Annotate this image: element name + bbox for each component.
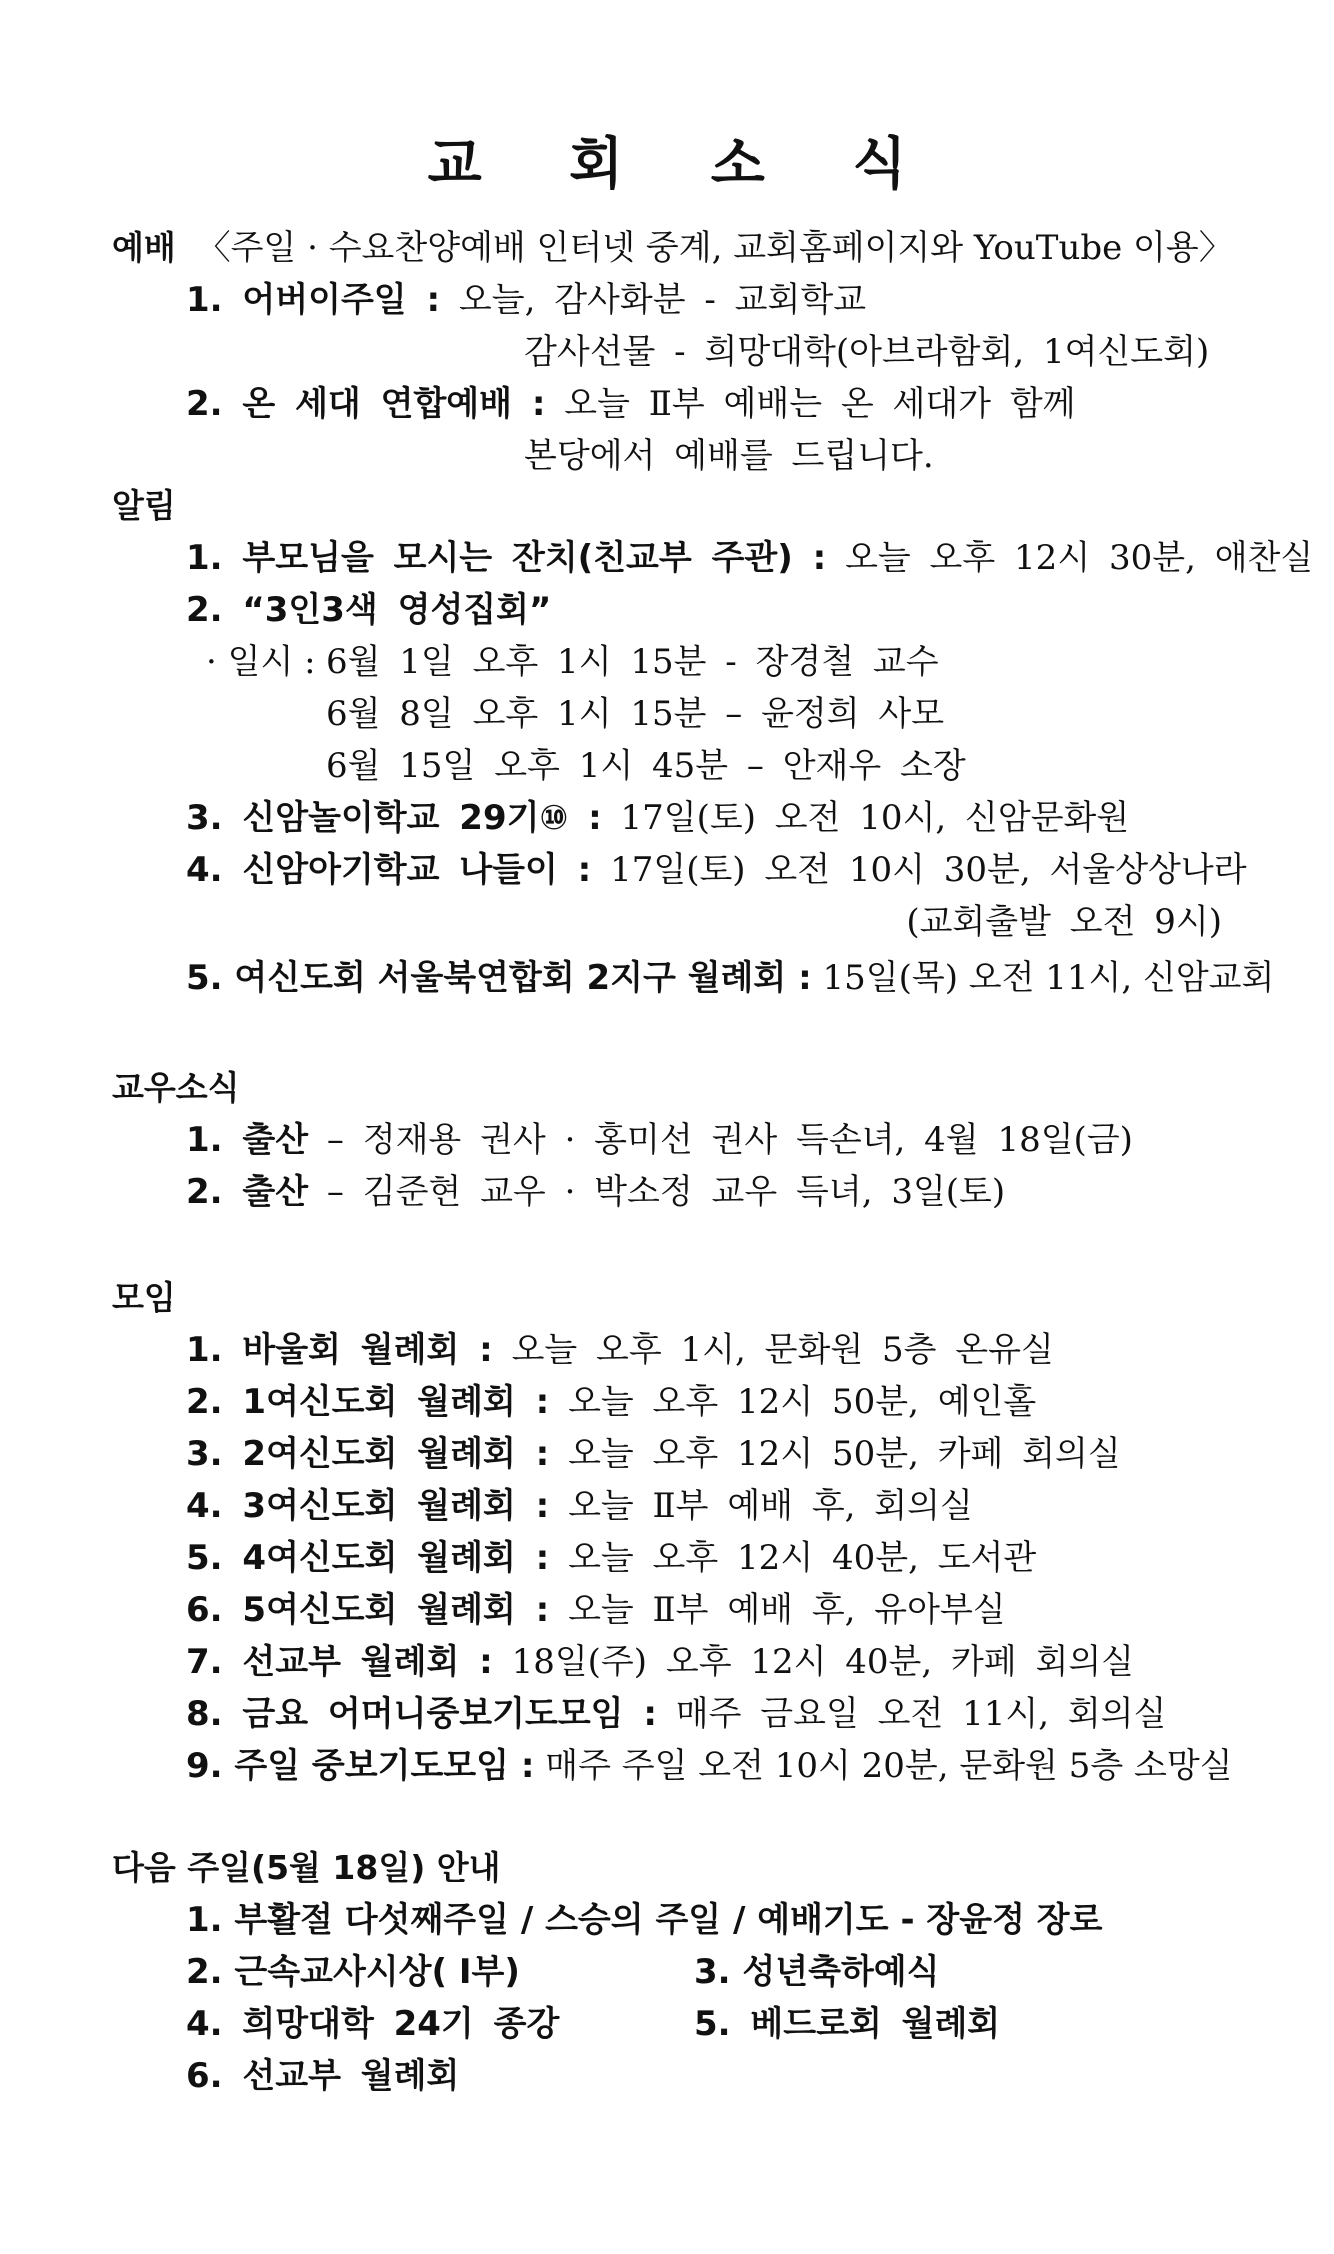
next-sunday-item-5: 5. 베드로회 월례회 bbox=[694, 2004, 1001, 2044]
meeting-item-4-text: 오늘 Ⅱ부 예배 후, 회의실 bbox=[568, 1486, 973, 1526]
meeting-item-8 bbox=[186, 1692, 1166, 1736]
meeting-item-7-label: 7. 선교부 월례회 : bbox=[186, 1642, 493, 1682]
notice-item-1 bbox=[186, 536, 1313, 580]
members-item-2-text: – 김준현 교우 · 박소정 교우 득녀, 3일(토) bbox=[326, 1172, 1006, 1212]
schedule-entry-1: 6월 1일 오후 1시 15분 - 장경철 교수 bbox=[326, 642, 939, 682]
notice-item-4-continued: (교회출발 오전 9시) bbox=[906, 902, 1222, 942]
meeting-item-2 bbox=[186, 1380, 1036, 1424]
worship-item-2-continued: 본당에서 예배를 드립니다. bbox=[524, 436, 934, 476]
notice-item-5-text: 15일(목) 오전 11시, 신암교회 bbox=[822, 958, 1275, 998]
notice-item-3-text: 17일(토) 오전 10시, 신암문화원 bbox=[620, 798, 1130, 838]
meeting-item-8-text: 매주 금요일 오전 11시, 회의실 bbox=[675, 1694, 1167, 1734]
schedule-entry-3: 6월 15일 오후 1시 45분 – 안재우 소장 bbox=[326, 746, 966, 786]
meeting-item-9 bbox=[186, 1744, 1233, 1788]
next-sunday-item-6: 6. 선교부 월례회 bbox=[186, 2056, 460, 2096]
members-item-1-label: 1. 출산 bbox=[186, 1120, 309, 1160]
worship-section-line bbox=[112, 226, 1233, 270]
worship-item-2-label: 2. 온 세대 연합예배 : bbox=[186, 384, 546, 424]
worship-item-1 bbox=[186, 278, 866, 322]
page-title: 교 회 소 식 bbox=[427, 132, 941, 197]
meeting-item-1-text: 오늘 오후 1시, 문화원 5층 온유실 bbox=[511, 1330, 1054, 1370]
worship-item-2 bbox=[186, 382, 1076, 426]
meeting-item-5-label: 5. 4여신도회 월례회 : bbox=[186, 1538, 550, 1578]
members-heading: 교우소식 bbox=[112, 1068, 240, 1107]
next-sunday-item-3: 3. 성년축하예식 bbox=[694, 1952, 940, 1992]
notice-item-1-label: 1. 부모님을 모시는 잔치(친교부 주관) : bbox=[186, 538, 827, 578]
worship-item-1-continued: 감사선물 - 희망대학(아브라함회, 1여신도회) bbox=[524, 332, 1210, 372]
meetings-heading: 모임 bbox=[112, 1278, 176, 1317]
notice-item-4-label: 4. 신암아기학교 나들이 : bbox=[186, 850, 592, 890]
meeting-item-3 bbox=[186, 1432, 1121, 1476]
notice-item-5-label: 5. 여신도회 서울북연합회 2지구 월례회 : bbox=[186, 958, 812, 998]
meeting-item-5 bbox=[186, 1536, 1036, 1580]
members-item-1 bbox=[186, 1118, 1133, 1162]
meeting-item-6 bbox=[186, 1588, 1006, 1632]
meeting-item-1 bbox=[186, 1328, 1054, 1372]
meeting-item-2-text: 오늘 오후 12시 50분, 예인홀 bbox=[568, 1382, 1037, 1422]
notice-item-3-label: 3. 신암놀이학교 29기⑩ : bbox=[186, 798, 602, 838]
members-item-1-text: – 정재용 권사 · 홍미선 권사 득손녀, 4월 18일(금) bbox=[326, 1120, 1133, 1160]
meeting-item-1-label: 1. 바울회 월례회 : bbox=[186, 1330, 493, 1370]
next-sunday-item-1: 1. 부활절 다섯째주일 / 스승의 주일 / 예배기도 - 장윤정 장로 bbox=[186, 1900, 1103, 1940]
meeting-item-9-text: 매주 주일 오전 10시 20분, 문화원 5층 소망실 bbox=[545, 1746, 1233, 1786]
worship-item-1-label: 1. 어버이주일 : bbox=[186, 280, 441, 320]
worship-item-1-text: 오늘, 감사화분 - 교회학교 bbox=[458, 280, 867, 320]
next-sunday-heading: 다음 주일(5월 18일) 안내 bbox=[112, 1848, 501, 1887]
worship-item-2-text: 오늘 Ⅱ부 예배는 온 세대가 함께 bbox=[564, 384, 1076, 424]
meeting-item-7 bbox=[186, 1640, 1134, 1684]
meeting-item-4 bbox=[186, 1484, 973, 1528]
members-item-2 bbox=[186, 1170, 1005, 1214]
next-sunday-item-2: 2. 근속교사시상( Ⅰ부) bbox=[186, 1952, 520, 1992]
meeting-item-2-label: 2. 1여신도회 월례회 : bbox=[186, 1382, 550, 1422]
notice-item-4-text: 17일(토) 오전 10시 30분, 서울상상나라 bbox=[610, 850, 1247, 890]
meeting-item-3-text: 오늘 오후 12시 50분, 카페 회의실 bbox=[568, 1434, 1121, 1474]
meeting-item-8-label: 8. 금요 어머니중보기도모임 : bbox=[186, 1694, 657, 1734]
next-sunday-item-4: 4. 희망대학 24기 종강 bbox=[186, 2004, 560, 2044]
meeting-item-5-text: 오늘 오후 12시 40분, 도서관 bbox=[568, 1538, 1037, 1578]
schedule-label: · 일시 : bbox=[206, 642, 316, 682]
notice-item-5 bbox=[186, 956, 1274, 1000]
meeting-item-9-label: 9. 주일 중보기도모임 : bbox=[186, 1746, 535, 1786]
notice-item-3 bbox=[186, 796, 1129, 840]
worship-heading: 예배 bbox=[112, 228, 176, 267]
notice-item-2-label: 2. “3인3색 영성집회” bbox=[186, 590, 552, 630]
meeting-item-4-label: 4. 3여신도회 월례회 : bbox=[186, 1486, 550, 1526]
members-item-2-label: 2. 출산 bbox=[186, 1172, 309, 1212]
meeting-item-6-text: 오늘 Ⅱ부 예배 후, 유아부실 bbox=[568, 1590, 1006, 1630]
meeting-item-6-label: 6. 5여신도회 월례회 : bbox=[186, 1590, 550, 1630]
meeting-item-7-text: 18일(주) 오후 12시 40분, 카페 회의실 bbox=[511, 1642, 1135, 1682]
schedule-entry-2: 6월 8일 오후 1시 15분 – 윤정희 사모 bbox=[326, 694, 945, 734]
meeting-item-3-label: 3. 2여신도회 월례회 : bbox=[186, 1434, 550, 1474]
notice-item-1-text: 오늘 오후 12시 30분, 애찬실 bbox=[845, 538, 1314, 578]
worship-note: 〈주일 · 수요찬양예배 인터넷 중계, 교회홈페이지와 YouTube 이용〉 bbox=[196, 228, 1233, 268]
notices-heading: 알림 bbox=[112, 486, 176, 525]
notice-item-4 bbox=[186, 848, 1247, 892]
